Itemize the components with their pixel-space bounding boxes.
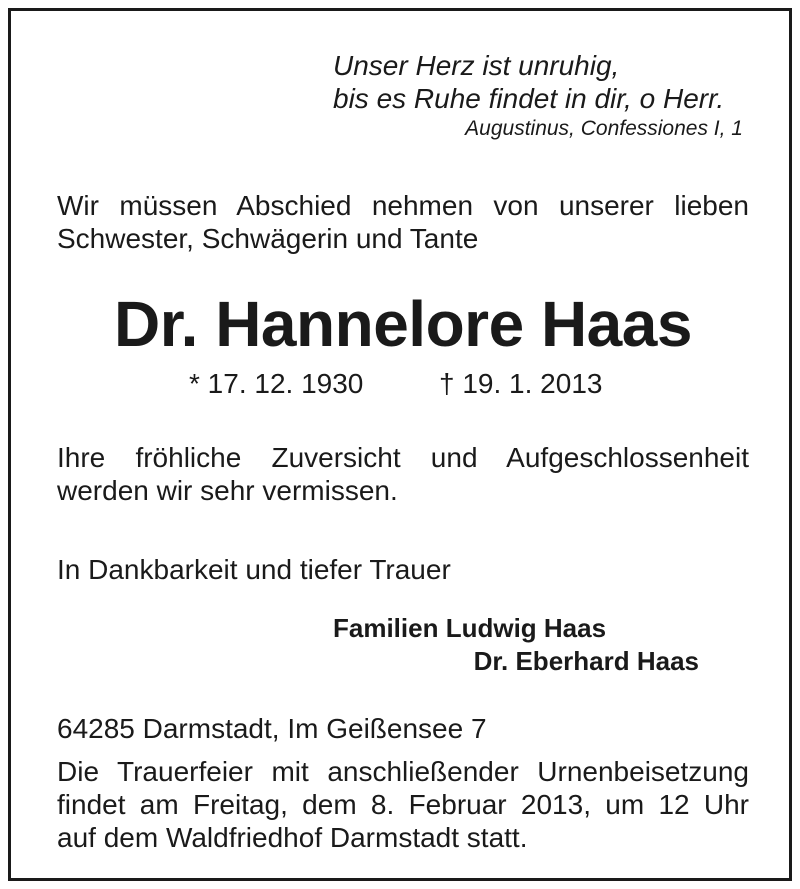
tribute-line: werden wir sehr vermissen. (57, 475, 398, 506)
tribute-text (57, 441, 749, 507)
funeral-line: auf dem Waldfriedhof Darmstadt statt. (57, 822, 528, 853)
quote-line: Unser Herz ist unruhig, (333, 50, 620, 81)
quote-source: Augustinus, Confessiones I, 1 (465, 117, 743, 140)
deceased-name: Dr. Hannelore Haas (114, 288, 692, 360)
funeral-line: findet am Freitag, dem 8. Februar 2013, um 12 Uhr (57, 789, 749, 820)
closing-text: In Dankbarkeit und tiefer Trauer (57, 554, 451, 585)
funeral-line: Die Trauerfeier mit anschließender Urnenbeisetzung (57, 756, 749, 787)
intro-line: Schwester, Schwägerin und Tante (57, 223, 479, 254)
quote-line: bis es Ruhe findet in dir, o Herr. (333, 83, 725, 114)
obituary-notice (8, 8, 792, 881)
mourner-name: Familien Ludwig Haas (333, 613, 607, 643)
birth-date: * 17. 12. 1930 (189, 368, 364, 399)
tribute-line: Ihre fröhliche Zuversicht und Aufgeschlossenheit (57, 442, 749, 473)
funeral-details (57, 755, 749, 854)
family-address: 64285 Darmstadt, Im Geißensee 7 (57, 713, 487, 744)
intro-text (57, 189, 749, 255)
mourner-name: Dr. Eberhard Haas (473, 646, 699, 676)
death-date: † 19. 1. 2013 (439, 368, 603, 399)
intro-line: Wir müssen Abschied nehmen von unserer lieben (57, 190, 749, 221)
bible-quote (333, 49, 724, 115)
